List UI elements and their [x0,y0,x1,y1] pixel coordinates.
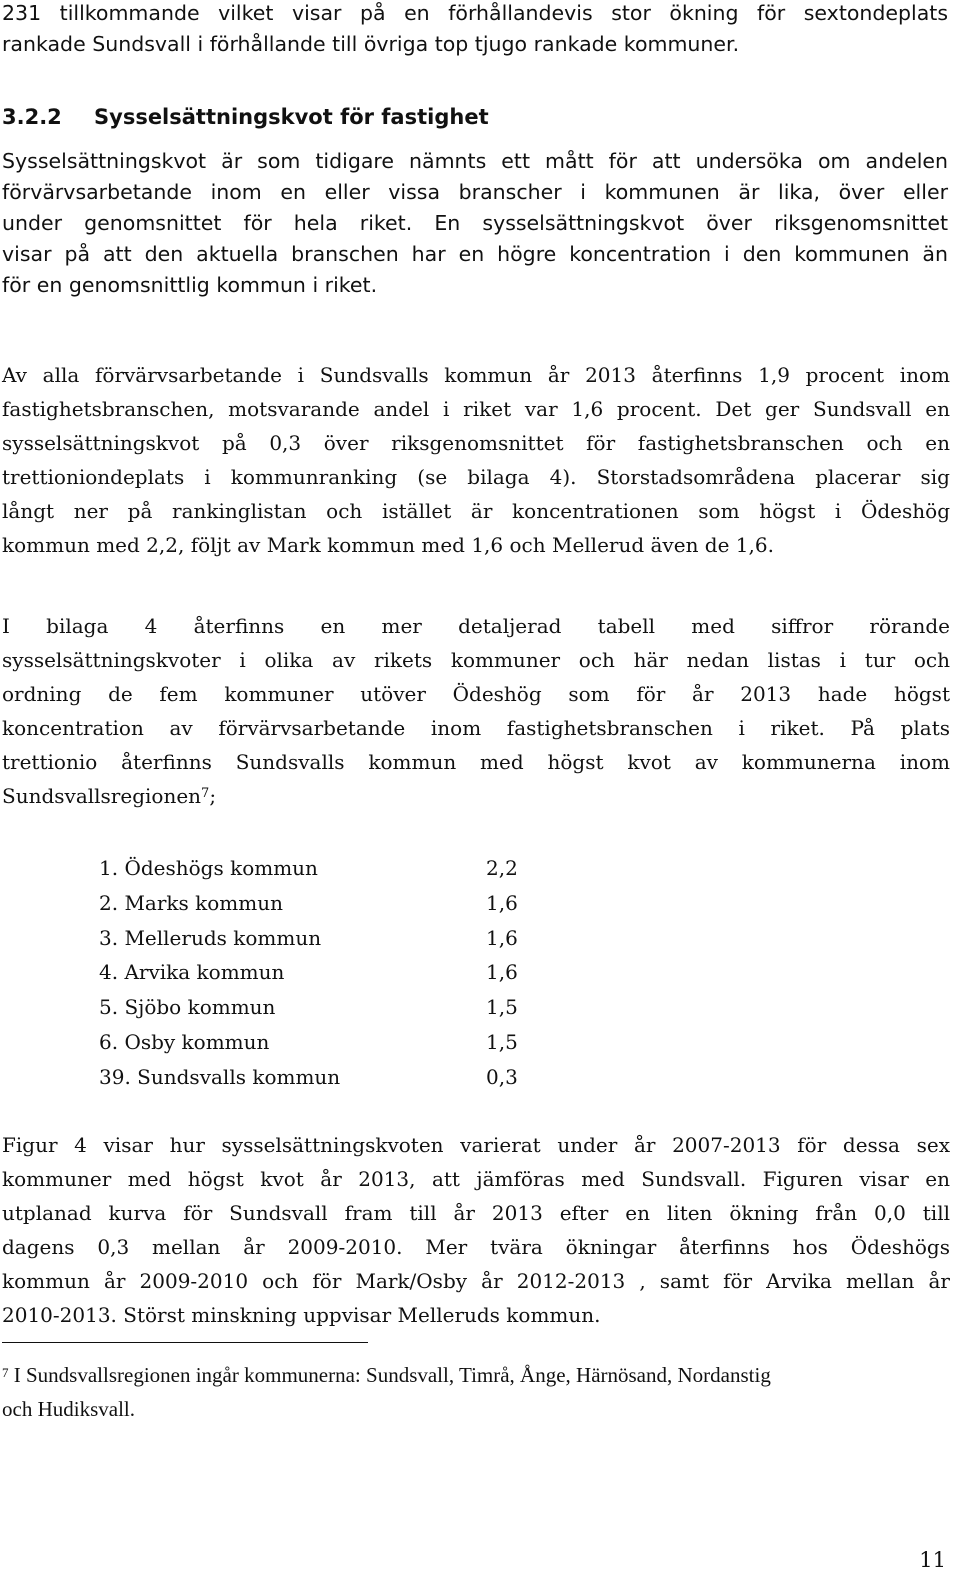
paragraph-line [2,779,950,813]
ranking-municipality: 3. Melleruds kommun [99,925,322,950]
ranking-row [99,955,569,990]
ranking-value: 1,6 [486,960,518,985]
ranking-list [99,851,569,1095]
section-title: Sysselsättningskvot för fastighet [94,105,489,129]
intro-line: rankade Sundsvall i förhållande till övriga top tjugo rankade kommuner. [2,32,740,56]
ranking-value: 1,6 [486,890,518,915]
intro-paragraph [2,0,948,60]
ranking-value: 2,2 [486,856,518,880]
ranking-municipality: 6. Osby kommun [99,1029,270,1054]
page-number: 11 [919,1548,946,1572]
footnote-line [2,1358,948,1392]
paragraph-line: för en genomsnittlig kommun i riket. [2,273,378,297]
paragraph-line: Av alla förvärvsarbetande i Sundsvalls kommun år 2013 återfinns 1,9 procent inom [2,363,950,387]
ranking-value: 0,3 [486,1064,518,1089]
footnote-text: I Sundsvallsregionen ingår kommunerna: Sundsvall, Timrå, Ånge, Härnösand, Nordanstig [8,1363,771,1387]
paragraph-line: trettionio återfinns Sundsvalls kommun med högst kvot av kommunerna inom [2,750,950,774]
paragraph-line: under genomsnittet för hela riket. En sysselsättningskvot över riksgenomsnittet [2,211,948,235]
paragraph-line: ordning de fem kommuner utöver Ödeshög som för år 2013 hade högst [2,682,950,706]
ranking-row [99,921,569,956]
paragraph-line: Figur 4 visar hur sysselsättningskvoten varierat under år 2007-2013 för dessa sex [2,1133,950,1157]
paragraph-line: utplanad kurva för Sundsvall fram till år 2013 efter en liten ökning från 0,0 till [2,1201,950,1225]
ranking-municipality: 5. Sjöbo kommun [99,995,276,1020]
footnote-divider [2,1342,368,1343]
paragraph-line: I bilaga 4 återfinns en mer detaljerad tabell med siffror rörande [2,614,950,638]
ranking-municipality: 39. Sundsvalls kommun [99,1064,341,1089]
paragraph-line: långt ner på rankinglistan och istället är koncentrationen som högst i Ödeshög [2,499,950,523]
paragraph-line: sysselsättningskvot på 0,3 över riksgenomsnittet för fastighetsbranschen och en [2,431,950,455]
ranking-municipality: 4. Arvika kommun [99,960,285,985]
ranking-row [99,990,569,1025]
ranking-row [99,886,569,921]
footnote-line: och Hudiksvall. [2,1397,135,1421]
paragraph-line: visar på att den aktuella branschen har en högre koncentration i den kommunen än [2,242,948,266]
ranking-row [99,1025,569,1060]
paragraph-line: kommun med 2,2, följt av Mark kommun med 1,6 och Mellerud även de 1,6. [2,533,774,557]
punctuation: ; [209,784,217,808]
footnote [2,1358,948,1426]
paragraph-line: Sysselsättningskvot är som tidigare nämnts ett mått för att undersöka om andelen [2,149,948,173]
ranking-value: 1,6 [486,925,518,950]
paragraph-sundsvall [2,358,950,562]
region-text: Sundsvallsregionen [2,784,202,808]
paragraph-figure [2,1128,950,1332]
ranking-value: 1,5 [486,1029,518,1054]
ranking-row [99,851,569,886]
paragraph-line: sysselsättningskvoter i olika av rikets kommuner och här nedan listas i tur och [2,648,950,672]
section-heading [2,102,489,132]
paragraph-line: fastighetsbranschen, motsvarande andel i riket var 1,6 procent. Det ger Sundsvall en [2,397,950,421]
ranking-municipality: 1. Ödeshögs kommun [99,856,318,880]
paragraph-line: kommuner med högst kvot år 2013, att jämföras med Sundsvall. Figuren visar en [2,1167,950,1191]
paragraph-line: 2010-2013. Störst minskning uppvisar Melleruds kommun. [2,1303,601,1327]
ranking-value: 1,5 [486,995,518,1020]
paragraph-line: kommun år 2009-2010 och för Mark/Osby år 2012-2013 , samt för Arvika mellan år [2,1269,950,1293]
paragraph-line: förvärvsarbetande inom en eller vissa branscher i kommunen är lika, över eller [2,180,948,204]
paragraph-line: trettioniondeplats i kommunranking (se bilaga 4). Storstadsområdena placerar sig [2,465,950,489]
intro-line: 231 tillkommande vilket visar på en förhållandevis stor ökning för sextondeplats [2,1,948,25]
paragraph-line: koncentration av förvärvsarbetande inom fastighetsbranschen i riket. På plats [2,716,950,740]
footnote-reference[interactable]: 7 [201,786,210,801]
footnote-marker: 7 [2,1365,9,1380]
paragraph-bilaga [2,609,950,813]
paragraph-definition [2,146,948,301]
section-number: 3.2.2 [2,105,62,129]
ranking-row [99,1060,569,1095]
paragraph-line: dagens 0,3 mellan år 2009-2010. Mer tvära ökningar återfinns hos Ödeshögs [2,1235,950,1259]
ranking-municipality: 2. Marks kommun [99,890,283,915]
